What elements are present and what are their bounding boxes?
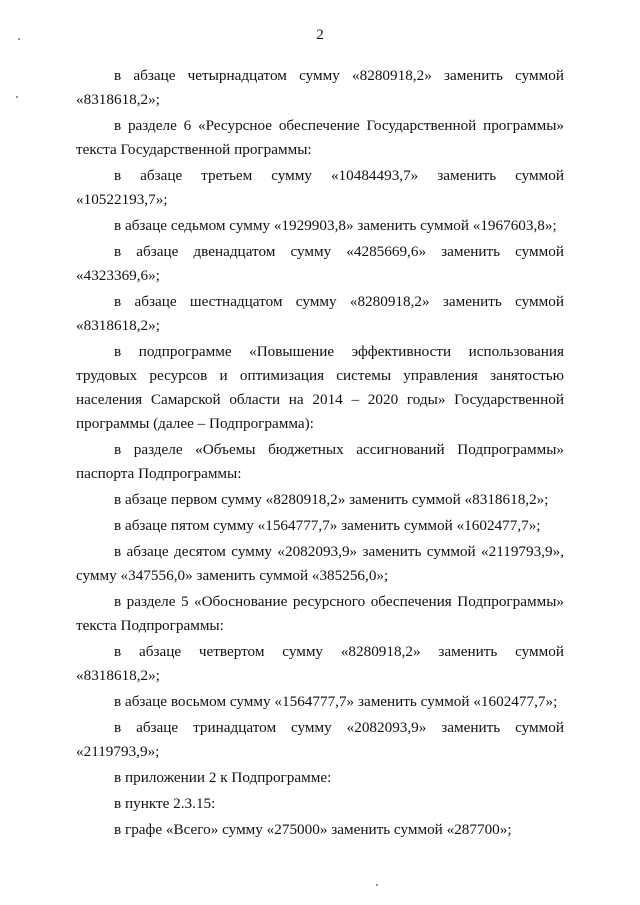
paragraph: в пункте 2.3.15: <box>114 795 216 812</box>
document-body <box>76 64 564 844</box>
paragraph: в абзаце восьмом сумму «1564777,7» заменить суммой «1602477,7»; <box>114 693 558 710</box>
paragraph: в графе «Всего» сумму «275000» заменить суммой «287700»; <box>114 821 512 838</box>
paragraph: в абзаце четырнадцатом сумму «8280918,2» заменить суммой «8318618,2»; <box>76 67 564 108</box>
scan-artifact <box>376 884 378 886</box>
paragraph: в абзаце пятом сумму «1564777,7» заменить суммой «1602477,7»; <box>114 517 541 534</box>
paragraph: в абзаце десятом сумму «2082093,9» заменить суммой «2119793,9», сумму «347556,0» заменить суммой «385256,0»; <box>76 543 564 584</box>
paragraph: в абзаце шестнадцатом сумму «8280918,2» заменить суммой «8318618,2»; <box>76 293 564 334</box>
paragraph: в подпрограмме «Повышение эффективности использования трудовых ресурсов и оптимизация системы управления занятостью населения Самарской области на 2014 – 2020 годы» Государственной программы (далее – Подпрограмма): <box>76 343 564 432</box>
paragraph: в приложении 2 к Подпрограмме: <box>114 769 332 786</box>
paragraph: в абзаце третьем сумму «10484493,7» заменить суммой «10522193,7»; <box>76 167 564 208</box>
paragraph: в абзаце первом сумму «8280918,2» заменить суммой «8318618,2»; <box>114 491 549 508</box>
paragraph: в разделе 6 «Ресурсное обеспечение Государственной программы» текста Государственной программы: <box>76 117 564 158</box>
paragraph: в разделе 5 «Обоснование ресурсного обеспечения Подпрограммы» текста Подпрограммы: <box>76 593 564 634</box>
paragraph: в абзаце тринадцатом сумму «2082093,9» заменить суммой «2119793,9»; <box>76 719 564 760</box>
paragraph: в разделе «Объемы бюджетных ассигнований Подпрограммы» паспорта Подпрограммы: <box>76 441 564 482</box>
paragraph: в абзаце седьмом сумму «1929903,8» заменить суммой «1967603,8»; <box>114 217 557 234</box>
paragraph: в абзаце двенадцатом сумму «4285669,6» заменить суммой «4323369,6»; <box>76 243 564 284</box>
scan-artifact <box>16 96 18 98</box>
paragraph: в абзаце четвертом сумму «8280918,2» заменить суммой «8318618,2»; <box>76 643 564 684</box>
page-number: 2 <box>316 27 324 43</box>
